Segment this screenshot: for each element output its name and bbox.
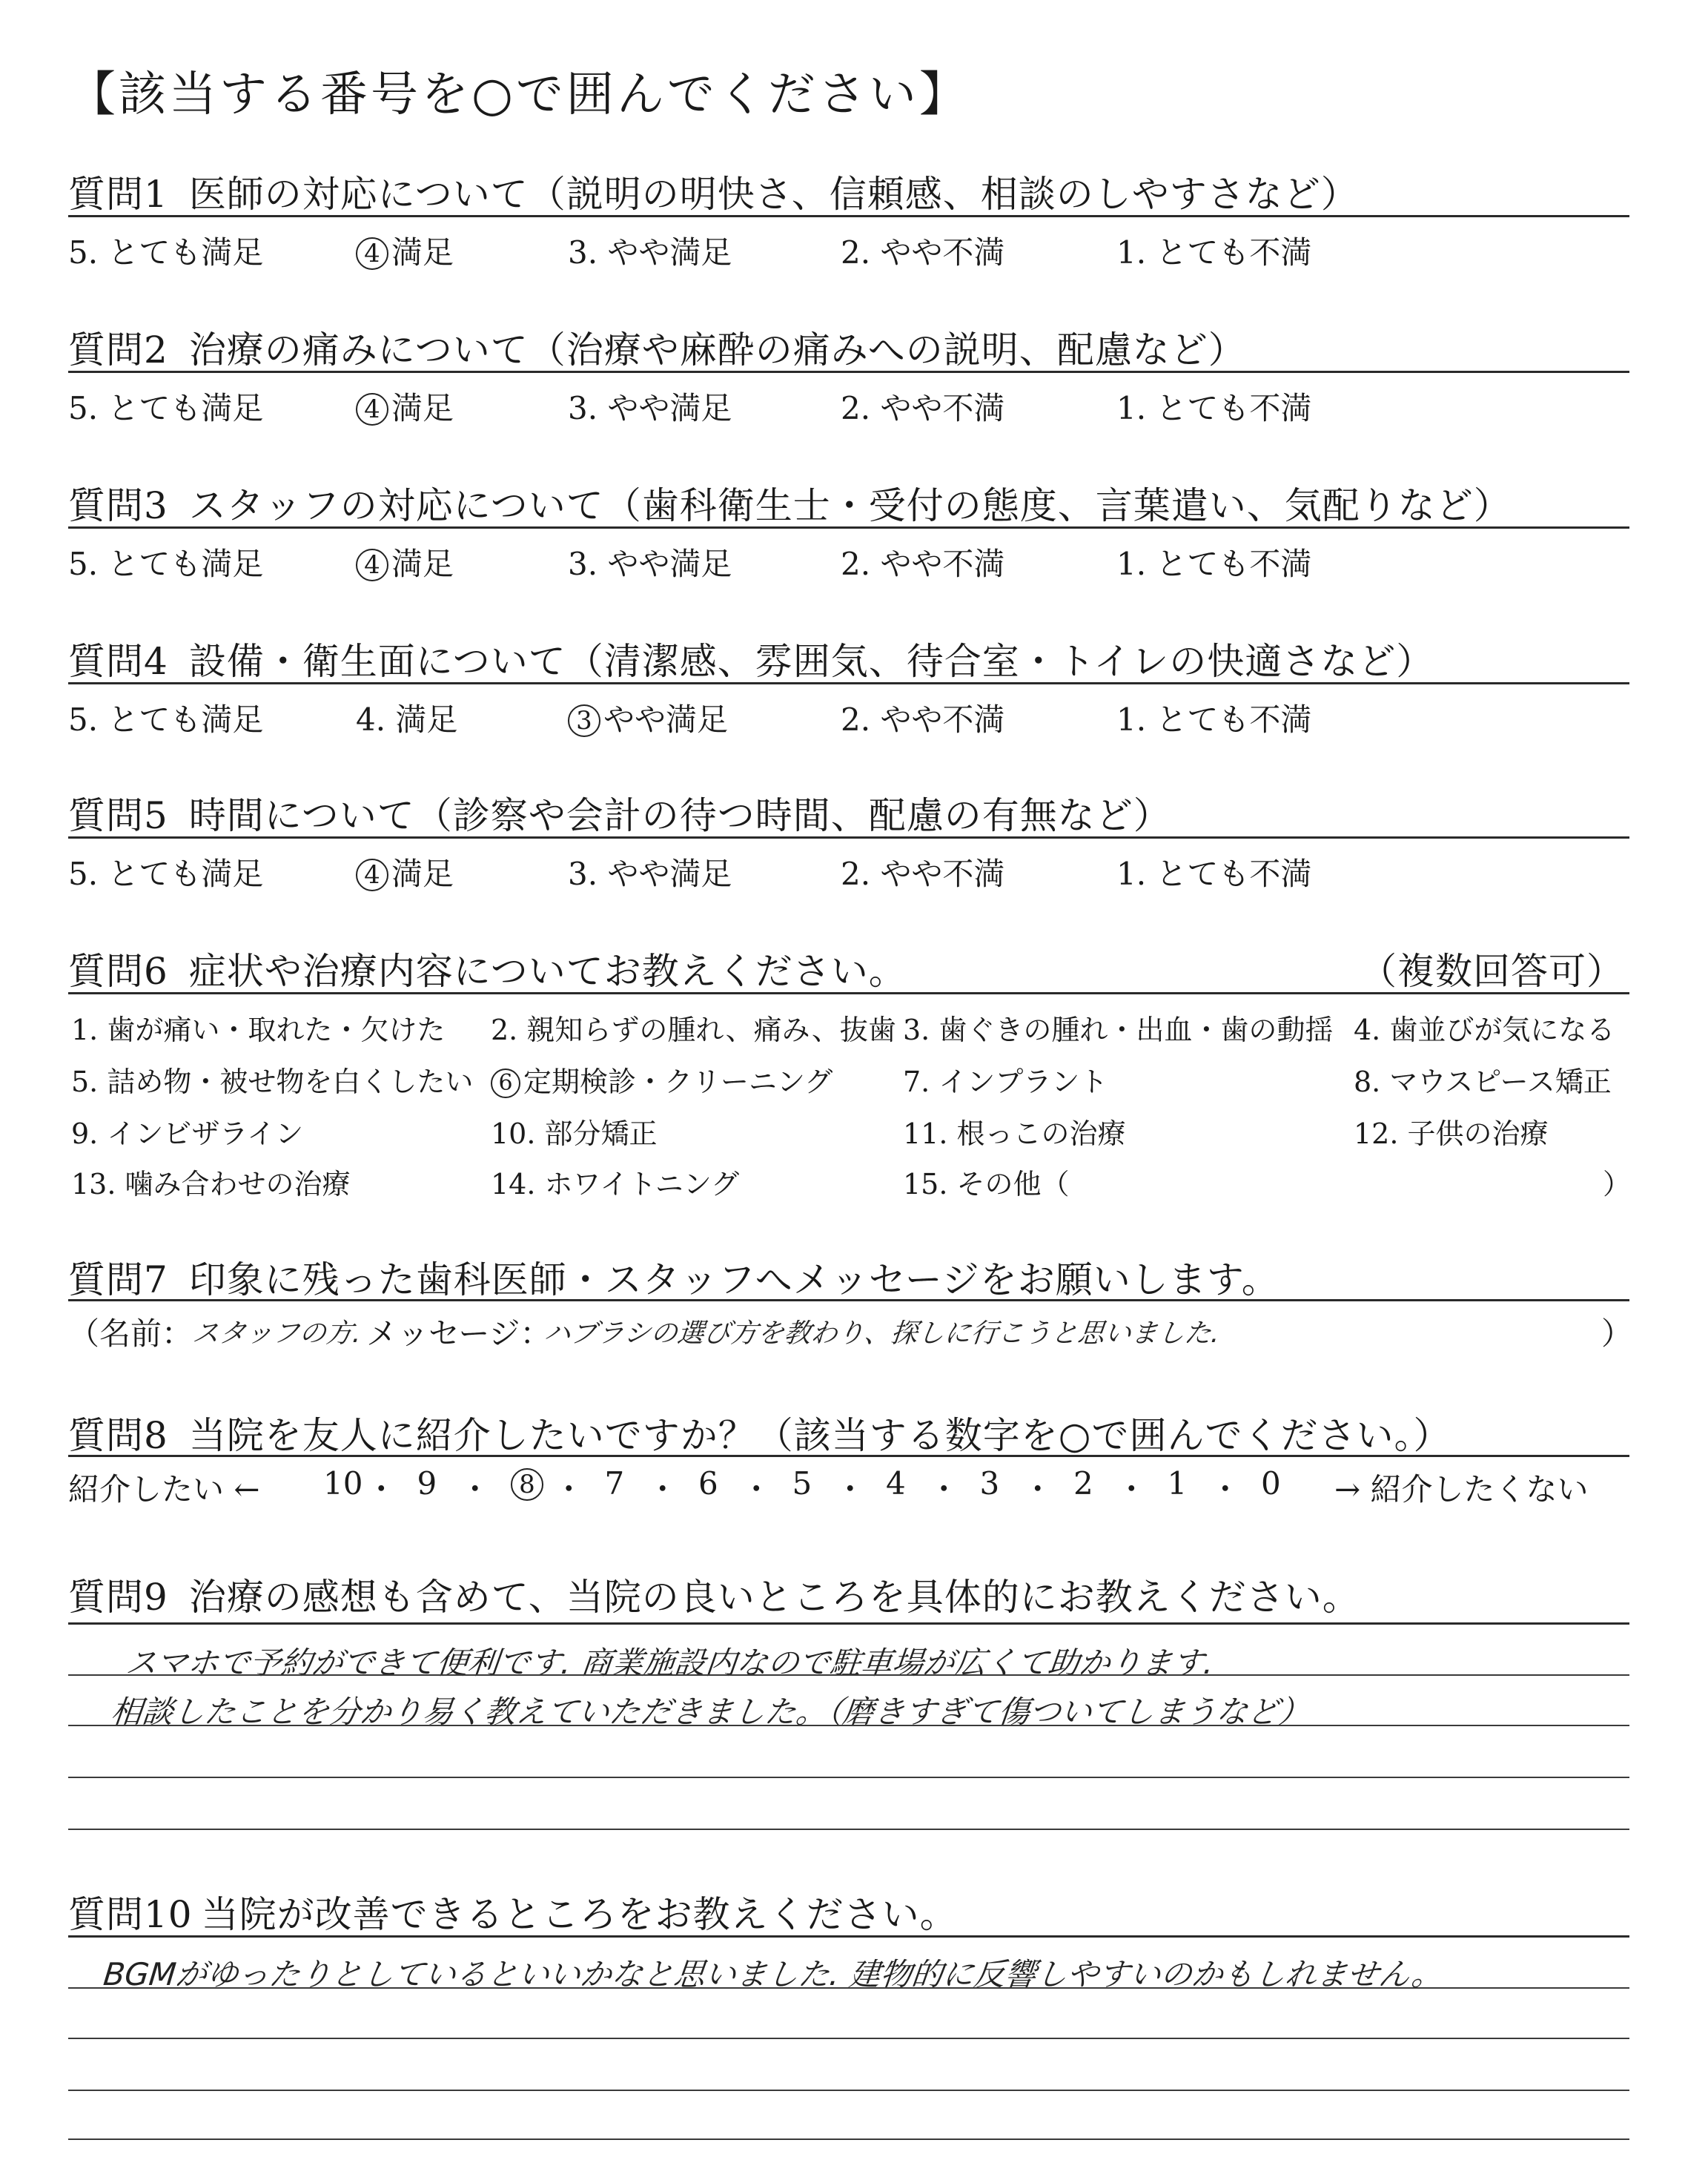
q9-heading: [68, 1568, 1360, 1621]
q10-rule: [68, 1935, 1629, 1938]
q9-writing-line: [68, 1725, 1629, 1726]
q6-option-5[interactable]: 5. 詰め物・被せ物を白くしたい: [71, 1066, 474, 1098]
scale-separator-dot: ・: [1209, 1471, 1241, 1507]
q7-number: 質問7: [68, 1258, 168, 1301]
q2-option-5[interactable]: 5. とても満足: [68, 390, 264, 426]
option-label: やや満足: [603, 701, 729, 738]
q10-answer-line-1: BGMがゆったりとしているといいかなと思いました. 建物的に反響しやすいのかもしれません。: [102, 1956, 1445, 1992]
q8-scale-8[interactable]: [511, 1465, 543, 1502]
q6-option-6[interactable]: [491, 1059, 833, 1100]
q2-rule: [68, 371, 1629, 373]
q1-text: 医師の対応について（説明の明快さ、信頼感、相談のしやすさなど）: [188, 173, 1359, 216]
q9-answer-line-1: スマホで予約ができて便利です. 商業施設内なので駐車場が広くて助かります.: [124, 1645, 1216, 1681]
q9-number: 質問9: [68, 1576, 168, 1619]
q3-number: 質問3: [68, 484, 168, 527]
q5-option-3[interactable]: 3. やや満足: [568, 856, 732, 892]
q4-option-3[interactable]: [568, 696, 728, 740]
q1-option-4[interactable]: [356, 228, 454, 273]
q8-right-label: → 紹介したくない: [1334, 1471, 1589, 1507]
q10-writing-line: [68, 2038, 1629, 2039]
q10-number: 質問10: [68, 1893, 193, 1936]
q8-rule: [68, 1455, 1629, 1457]
q4-number: 質問4: [68, 640, 168, 683]
option-label: 定期検診・クリーニング: [523, 1066, 833, 1098]
scale-separator-dot: ・: [1116, 1471, 1148, 1507]
q4-heading: [68, 632, 1434, 685]
q6-option-12[interactable]: 12. 子供の治療: [1354, 1117, 1549, 1150]
q7-message-label: メッセージ：: [366, 1315, 552, 1352]
q2-heading: [68, 320, 1246, 374]
q8-scale-0[interactable]: 0: [1261, 1465, 1281, 1502]
q1-option-5[interactable]: 5. とても満足: [68, 234, 264, 271]
q6-text: 症状や治療内容についてお教えください。: [188, 950, 907, 993]
q6-number: 質問6: [68, 950, 168, 993]
q8-scale-4[interactable]: 4: [886, 1465, 906, 1502]
q1-option-1[interactable]: 1. とても不満: [1116, 234, 1312, 271]
q4-option-1[interactable]: 1. とても不満: [1116, 701, 1312, 738]
q6-heading: [68, 942, 907, 995]
q6-option-9[interactable]: 9. インビザライン: [71, 1117, 304, 1150]
q4-text: 設備・衛生面について（清潔感、雰囲気、待合室・トイレの快適さなど）: [188, 640, 1434, 683]
option-label: 満足: [391, 390, 454, 426]
q10-writing-line: [68, 2138, 1629, 2140]
q6-option-8[interactable]: 8. マウスピース矯正: [1354, 1066, 1612, 1098]
q3-option-3[interactable]: 3. やや満足: [568, 546, 732, 582]
q1-heading: [68, 165, 1359, 218]
q6-rule: [68, 992, 1629, 994]
option-label: 満足: [391, 234, 454, 271]
q7-name-label: （名前：: [68, 1315, 193, 1352]
q8-scale-10[interactable]: 10: [323, 1465, 363, 1502]
scale-separator-dot: ・: [365, 1471, 397, 1507]
q2-option-4[interactable]: [356, 384, 454, 429]
q7-heading: [68, 1250, 1280, 1304]
q1-number: 質問1: [68, 173, 168, 216]
q4-option-4[interactable]: 4. 満足: [356, 701, 458, 738]
q8-number: 質問8: [68, 1414, 168, 1457]
circled-selection-mark: 4: [356, 549, 388, 581]
q7-message-value: ハブラシの選び方を教わり、探しに行こうと思いました.: [542, 1318, 1222, 1349]
circled-selection-mark: 4: [356, 859, 388, 891]
scale-separator-dot: ・: [928, 1471, 960, 1507]
scale-separator-dot: ・: [553, 1471, 585, 1507]
q6-option-11[interactable]: 11. 根っこの治療: [903, 1117, 1126, 1150]
q2-number: 質問2: [68, 328, 168, 371]
circled-selection-mark: 8: [511, 1468, 543, 1501]
q6-option-13[interactable]: 13. 噛み合わせの治療: [71, 1168, 351, 1200]
q1-rule: [68, 215, 1629, 217]
q5-option-1[interactable]: 1. とても不満: [1116, 856, 1312, 892]
q6-option-14[interactable]: 14. ホワイトニング: [491, 1168, 740, 1200]
scale-separator-dot: ・: [646, 1471, 678, 1507]
circled-selection-mark: 4: [356, 393, 388, 426]
q9-answer-line-2: 相談したことを分かり易く教えていただきました。（磨きすぎて傷ついてしまうなど）: [109, 1694, 1312, 1730]
q8-heading: [68, 1406, 1451, 1459]
q4-option-2[interactable]: 2. やや不満: [841, 701, 1005, 738]
q8-text: 当院を友人に紹介したいですか？（該当する数字を○で囲んでください。）: [188, 1414, 1452, 1457]
q5-option-2[interactable]: 2. やや不満: [841, 856, 1005, 892]
q10-writing-line: [68, 2090, 1629, 2091]
scale-separator-dot: ・: [1022, 1471, 1053, 1507]
q8-scale-3[interactable]: 3: [979, 1465, 1000, 1502]
q8-scale-9[interactable]: 9: [417, 1465, 437, 1502]
q7-rule: [68, 1299, 1629, 1301]
q6-option-15[interactable]: 15. その他（: [903, 1168, 1070, 1200]
q3-text: スタッフの対応について（歯科衛生士・受付の態度、言葉遣い、気配りなど）: [188, 484, 1512, 527]
q3-rule: [68, 526, 1629, 529]
circled-selection-mark: 4: [356, 237, 388, 270]
q6-option-4[interactable]: 4. 歯並びが気になる: [1354, 1014, 1615, 1046]
q7-name-value: スタッフの方.: [191, 1318, 363, 1349]
q5-text: 時間について（診察や会計の待つ時間、配慮の有無など）: [188, 794, 1171, 837]
q3-option-1[interactable]: 1. とても不満: [1116, 546, 1312, 582]
q5-rule: [68, 836, 1629, 839]
q9-writing-line: [68, 1829, 1629, 1830]
q10-heading: [68, 1885, 958, 1938]
q10-writing-line: [68, 1987, 1629, 1989]
q7-text: 印象に残った歯科医師・スタッフへメッセージをお願いします。: [188, 1258, 1280, 1301]
q3-heading: [68, 476, 1512, 529]
q9-text: 治療の感想も含めて、当院の良いところを具体的にお教えください。: [188, 1576, 1360, 1619]
q8-scale-2[interactable]: 2: [1073, 1465, 1093, 1502]
q3-option-4[interactable]: [356, 540, 454, 584]
q6-option-10[interactable]: 10. 部分矯正: [491, 1117, 658, 1150]
scale-separator-dot: ・: [459, 1471, 491, 1507]
q2-option-2[interactable]: 2. やや不満: [841, 390, 1005, 426]
option-label: 満足: [391, 856, 454, 892]
q7-close-paren: ）: [1601, 1315, 1633, 1352]
scale-separator-dot: ・: [834, 1471, 866, 1507]
q5-number: 質問5: [68, 794, 168, 837]
circled-selection-mark: 6: [491, 1069, 520, 1098]
q4-rule: [68, 682, 1629, 684]
q6-option-1[interactable]: 1. 歯が痛い・取れた・欠けた: [71, 1014, 446, 1046]
q8-scale-6[interactable]: 6: [698, 1465, 718, 1502]
scale-separator-dot: ・: [741, 1471, 772, 1507]
q8-scale-5[interactable]: 5: [792, 1465, 812, 1502]
q8-scale-7[interactable]: 7: [604, 1465, 625, 1502]
q8-left-label: 紹介したい ←: [68, 1471, 260, 1507]
q8-scale-1[interactable]: 1: [1167, 1465, 1188, 1502]
q9-writing-line: [68, 1777, 1629, 1778]
q9-writing-line: [68, 1674, 1629, 1676]
q6-option-3[interactable]: 3. 歯ぐきの腫れ・出血・歯の動揺: [903, 1014, 1334, 1046]
q2-option-1[interactable]: 1. とても不満: [1116, 390, 1312, 426]
q1-option-3[interactable]: 3. やや満足: [568, 234, 732, 271]
q6-option-7[interactable]: 7. インプラント: [903, 1066, 1108, 1098]
page-title: 【該当する番号を○で囲んでください】: [68, 67, 970, 122]
q5-option-5[interactable]: 5. とても満足: [68, 856, 264, 892]
q4-option-5[interactable]: 5. とても満足: [68, 701, 264, 738]
q6-option-2[interactable]: 2. 親知らずの腫れ、痛み、抜歯: [491, 1014, 896, 1046]
q9-rule: [68, 1622, 1629, 1625]
q5-heading: [68, 786, 1171, 839]
q3-option-5[interactable]: 5. とても満足: [68, 546, 264, 582]
q5-option-4[interactable]: [356, 850, 454, 894]
q3-option-2[interactable]: 2. やや不満: [841, 546, 1005, 582]
q10-text: 当院が改善できるところをお教えください。: [201, 1893, 958, 1936]
q6-note: （複数回答可）: [1360, 950, 1624, 993]
circled-selection-mark: 3: [568, 704, 600, 737]
q2-option-3[interactable]: 3. やや満足: [568, 390, 732, 426]
q1-option-2[interactable]: 2. やや不満: [841, 234, 1005, 271]
q6-other-close-paren: ）: [1603, 1168, 1632, 1200]
option-label: 満足: [391, 546, 454, 582]
q2-text: 治療の痛みについて（治療や麻酔の痛みへの説明、配慮など）: [188, 328, 1246, 371]
